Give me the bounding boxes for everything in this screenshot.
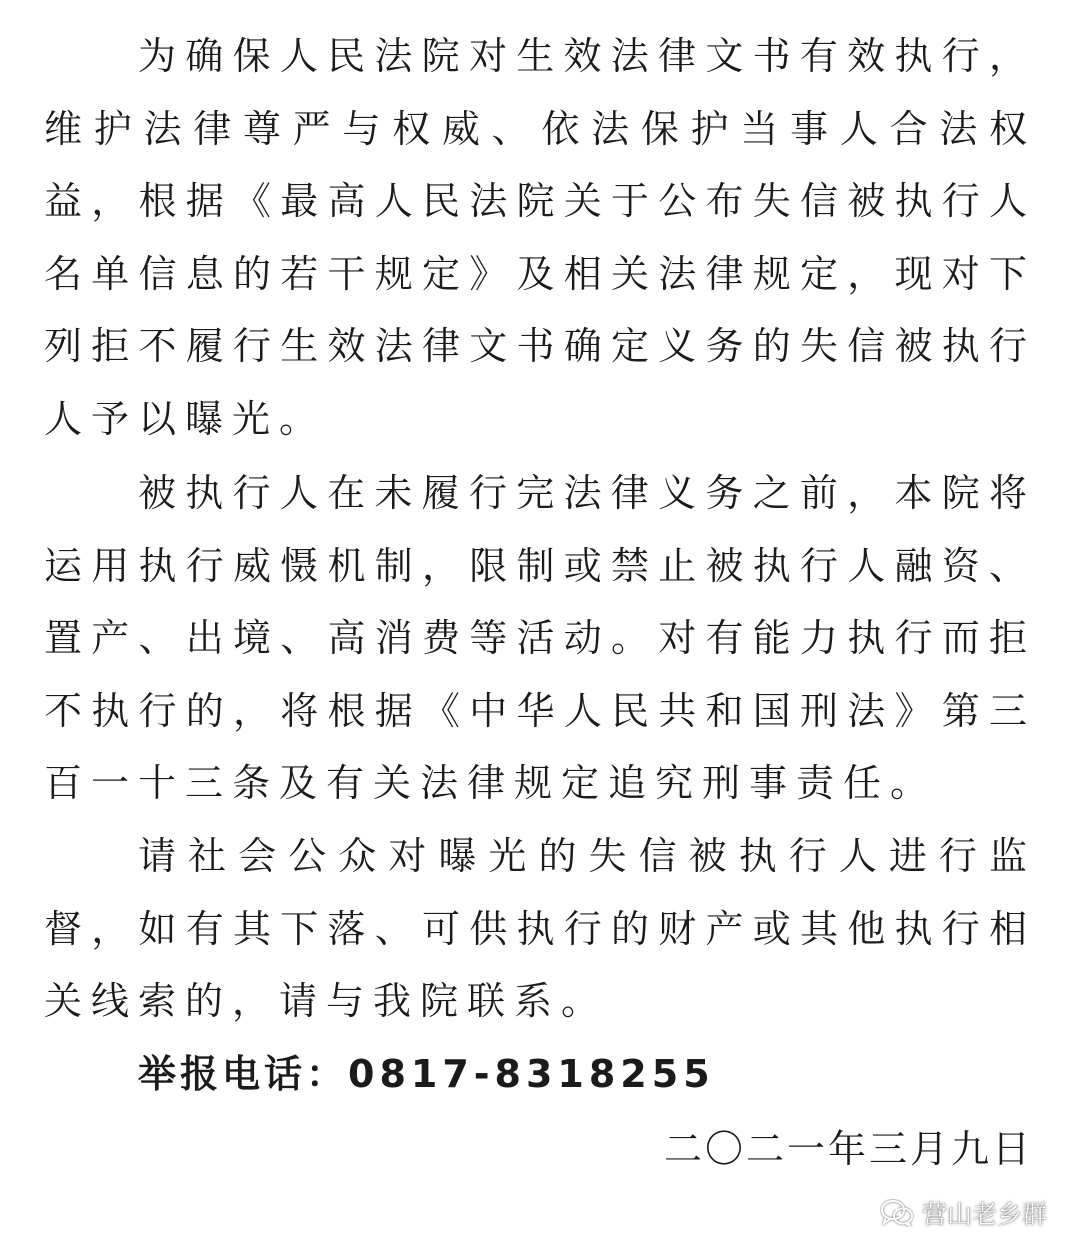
wechat-icon: [880, 1199, 914, 1227]
watermark-text: 营山老乡群: [921, 1200, 1047, 1229]
notice-paragraph: 被执行人在未履行完法律义务之前，本院将运用执行威慑机制，限制或禁止被执行人融资、置产、出境、高消费等活动。对有能力执行而拒不执行的，将根据《中华人民共和国刑法》第三百一十三条及有关法律规定追究刑事责任。: [44, 471, 1036, 805]
notice-paragraph: 为确保人民法院对生效法律文书有效执行，维护法律尊严与权威、依法保护当事人合法权益，根据《最高人民法院关于公布失信被执行人名单信息的若干规定》及相关法律规定，现对下列拒不履行生效法律文书确定义务的失信被执行人予以曝光。: [44, 34, 1036, 441]
report-hotline: [138, 1038, 715, 1111]
hotline-label: 举报电话：: [138, 1052, 349, 1096]
account-watermark: [880, 1196, 1047, 1230]
hotline-number: 0817-8318255: [348, 1052, 715, 1096]
notice-date: 二〇二一年三月九日: [663, 1127, 1033, 1171]
notice-paragraph: 请社会公众对曝光的失信被执行人进行监督，如有其下落、可供执行的财产或其他执行相关线索的，请与我院联系。: [44, 834, 1036, 1023]
